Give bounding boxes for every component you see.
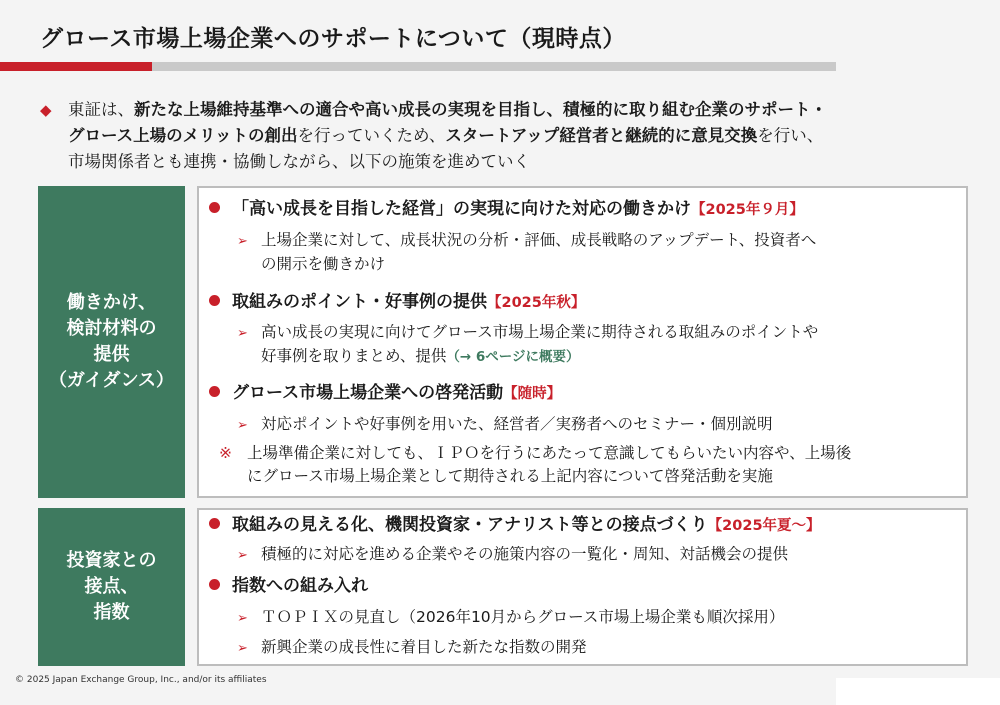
detail-text: 上場企業に対して、成長状況の分析・評価、成長戦略のアップデート、投資者へ	[261, 231, 817, 249]
investors-heading-1	[209, 513, 821, 538]
intro-seg: 市場関係者とも連携・協働しながら、以下の施策を進めていく	[68, 152, 530, 171]
guidance-detail-1	[237, 229, 816, 276]
red-dot-icon	[209, 579, 220, 590]
red-dot-icon	[209, 386, 220, 397]
arrow-right-icon: ➢	[237, 234, 248, 249]
guidance-heading-3	[209, 381, 561, 406]
heading-text: 取組みのポイント・好事例の提供	[232, 292, 487, 312]
detail-text: の開示を働きかけ	[261, 255, 386, 273]
intro-paragraph	[40, 97, 960, 175]
title-rule	[152, 62, 836, 71]
heading-text: グロース市場上場企業への啓発活動	[232, 383, 504, 403]
section-label-line: 働きかけ、	[66, 292, 157, 313]
detail-text: 積極的に対応を進める企業やその施策内容の一覧化・周知、対話機会の提供	[261, 545, 789, 563]
red-dot-icon	[209, 295, 220, 306]
investors-detail-3	[237, 636, 587, 660]
heading-text: 取組みの見える化、機関投資家・アナリスト等との接点づくり	[232, 515, 708, 535]
schedule-tag: 【2025年夏～】	[707, 518, 821, 534]
note-text: にグロース市場上場企業として期待される上記内容について啓発活動を実施	[247, 467, 773, 485]
detail-text: 新興企業の成長性に着目した新たな指数の開発	[261, 638, 587, 656]
page-title: グロース市場上場企業へのサポートについて（現時点）	[40, 26, 626, 52]
intro-bold-seg: スタートアップ経営者と継続的に意見交換	[445, 126, 758, 145]
diamond-icon: ◆	[40, 101, 52, 119]
note-mark: ※	[219, 444, 232, 462]
detail-text: 好事例を取りまとめ、提供	[261, 347, 447, 365]
section-label-line: 提供	[93, 344, 130, 365]
detail-text: 高い成長の実現に向けてグロース市場上場企業に期待される取組みのポイントや	[261, 323, 819, 341]
guidance-panel	[197, 186, 968, 498]
intro-seg: を行っていくため、	[297, 126, 446, 145]
red-dot-icon	[209, 518, 220, 529]
guidance-detail-3	[237, 413, 773, 437]
guidance-detail-2	[237, 321, 818, 369]
title-rule-accent	[0, 62, 152, 71]
investors-panel	[197, 508, 968, 666]
section-label-line: 指数	[93, 602, 130, 623]
intro-bold-seg: 新たな上場維持基準への適合や高い成長の実現を目指し、積極的に取り組む企業のサポート・	[134, 100, 827, 119]
guidance-heading-2	[209, 290, 585, 315]
schedule-tag: 【2025年９月】	[691, 202, 804, 218]
intro-seg: 東証は、	[68, 100, 134, 119]
section-label-line: 投資家との	[66, 550, 157, 571]
detail-text: ＴＯＰＩＸの見直し（2026年10月からグロース市場上場企業も順次採用）	[261, 608, 785, 626]
schedule-tag: 【2025年秋】	[487, 295, 586, 311]
section-label-investors	[38, 508, 185, 666]
intro-seg: を行い、	[757, 126, 824, 145]
page-reference: （→ 6ページに概要）	[446, 349, 580, 365]
intro-text	[68, 97, 960, 175]
section-label-guidance	[38, 186, 185, 498]
arrow-right-icon: ➢	[237, 611, 248, 626]
section-label-line: 検討材料の	[66, 318, 157, 339]
detail-text: 対応ポイントや好事例を用いた、経営者／実務者へのセミナー・個別説明	[261, 415, 773, 433]
red-dot-icon	[209, 202, 220, 213]
heading-text: 「高い成長を目指した経営」の実現に向けた対応の働きかけ	[232, 199, 691, 219]
schedule-tag: 【随時】	[503, 386, 562, 402]
guidance-heading-1	[209, 197, 804, 222]
arrow-right-icon: ➢	[237, 641, 248, 656]
arrow-right-icon: ➢	[237, 418, 248, 433]
arrow-right-icon: ➢	[237, 548, 248, 563]
section-label-line: 接点、	[84, 576, 139, 597]
note-text: 上場準備企業に対しても、ＩＰＯを行うにあたって意識してもらいたい内容や、上場後	[247, 444, 852, 462]
section-label-line: （ガイダンス）	[48, 370, 175, 391]
arrow-right-icon: ➢	[237, 326, 248, 341]
copyright-footer: © 2025 Japan Exchange Group, Inc., and/or its affiliates	[15, 675, 267, 685]
heading-text: 指数への組み入れ	[232, 576, 368, 596]
investors-detail-2	[237, 606, 784, 630]
intro-bold-seg: グロース上場のメリットの創出	[68, 126, 298, 145]
guidance-note	[219, 442, 851, 488]
investors-heading-2	[209, 574, 368, 598]
investors-detail-1	[237, 543, 788, 567]
